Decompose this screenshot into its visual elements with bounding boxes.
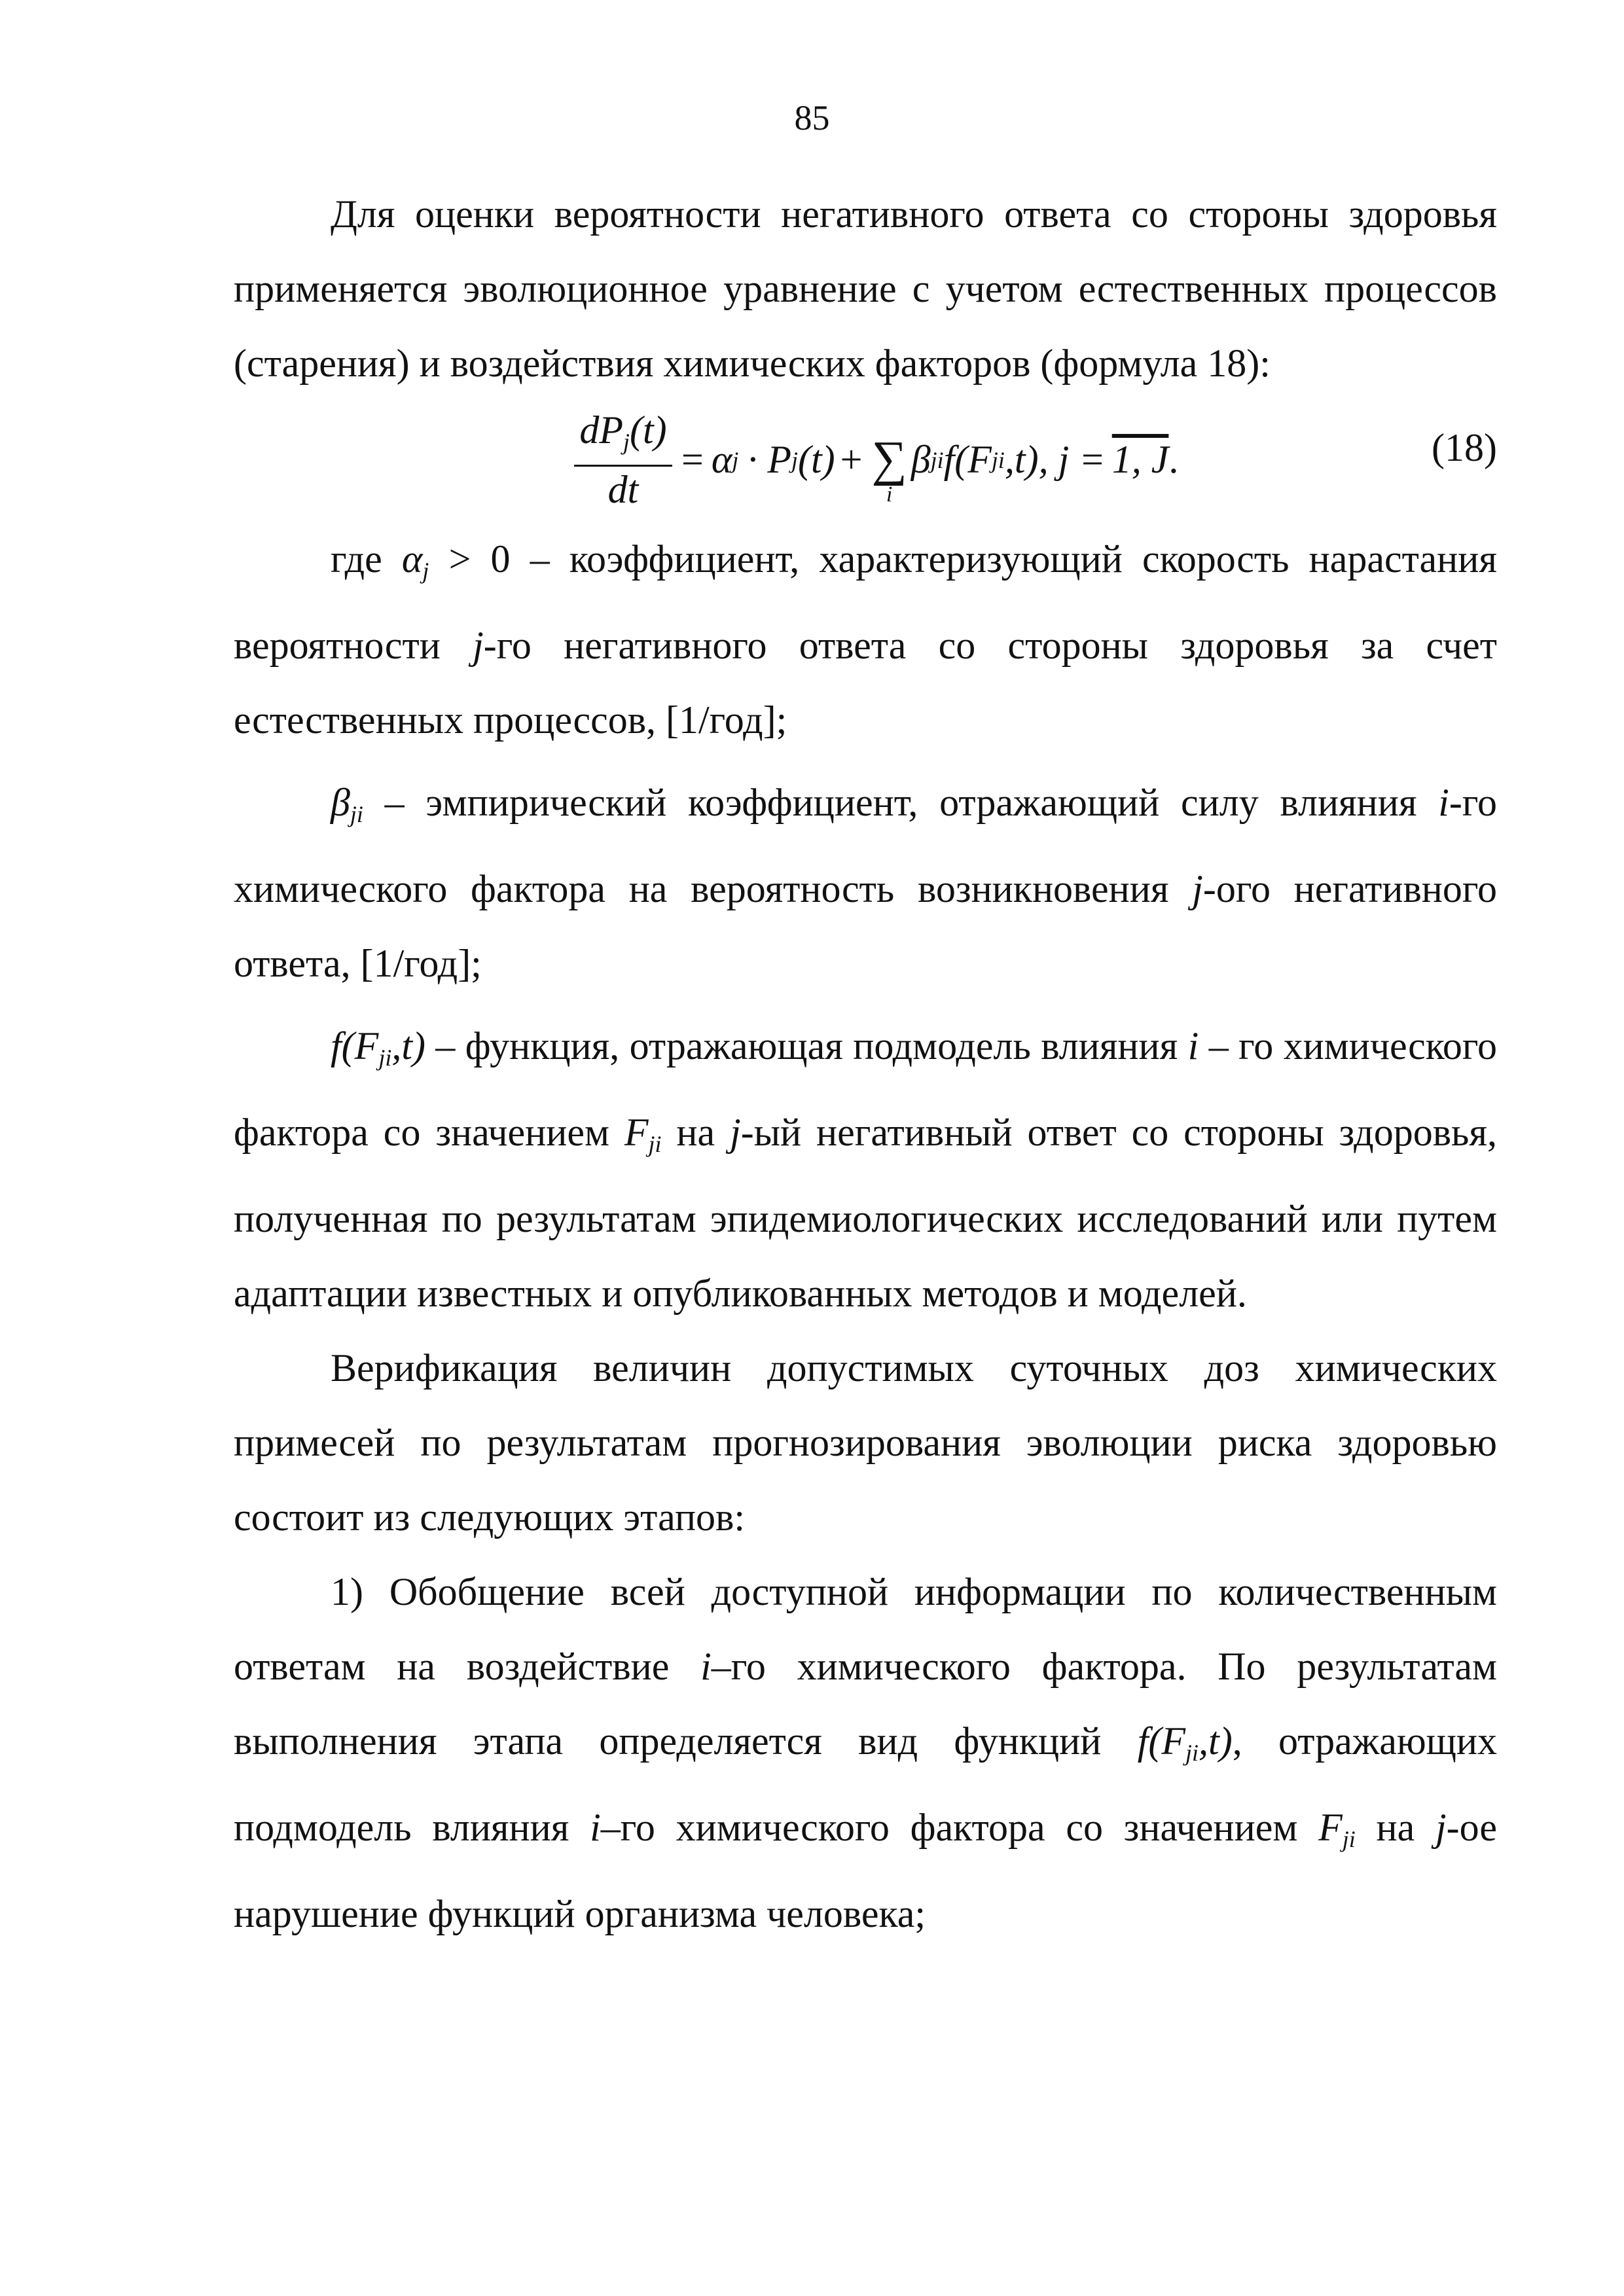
formula-18 — [234, 401, 1497, 522]
intro-paragraph — [234, 177, 1497, 401]
equation-number: (18) — [1432, 426, 1497, 469]
probability-symbol: P — [767, 438, 791, 482]
beta-symbol-def: β — [331, 781, 350, 825]
fraction-denominator: dt — [607, 468, 639, 512]
verification-paragraph: Верификация величин допустимых суточных доз химических примесей по результатам прогнозирования эволюции риска здоровью состоит из следующих этапов: — [234, 1346, 1497, 1539]
alpha-symbol: α — [711, 438, 732, 482]
beta-definition: $\beta_{ji}$ – эмпирический коэффициент, отражающий силу влияния i-го химического фактора на вероятность возникновения j-ого негативного ответа, [1/год]; — [234, 781, 1497, 986]
step-1-paragraph: 1) Обобщение всей доступной информации по количественным ответам на воздействие i–го химического фактора. По результатам выполнения этапа определяется вид функций $f(F_{ji},t)$, отражающих подмодель влияния i–го химического фактора со значением $F_{ji}$ на j-ое нарушение функций организма человека; — [234, 1570, 1498, 1936]
function-symbol-def: f(F — [331, 1024, 379, 1068]
factor-symbol-step: F — [1318, 1806, 1343, 1850]
page-number: 85 — [794, 98, 830, 137]
alpha-definition: где $\alpha_j > 0$ – коэффициент, характеризующий скорость нарастания вероятности j-го негативного ответа со стороны здоровья за счет естественных процессов, [1/год]; — [234, 537, 1497, 742]
fraction-numerator: $dP_j(t)$ — [579, 408, 667, 456]
alpha-symbol-def: α — [401, 537, 423, 581]
index-range: 1, J — [1111, 438, 1169, 482]
sigma-icon: ∑ — [871, 431, 907, 486]
dot-operator: · — [746, 438, 760, 482]
formula-expression: $\frac{dP_j(t)}{dt}$ = α j · P j (t) + ∑ i β ji f(F ji ,t), j = 1, J . — [574, 407, 1178, 512]
beta-symbol: β — [911, 438, 931, 482]
function-symbol-step: f(F — [1137, 1719, 1186, 1763]
factor-symbol-def: F — [624, 1111, 649, 1155]
sum-index: i — [886, 482, 893, 507]
equals-sign: = — [681, 438, 704, 482]
document-body — [234, 177, 1497, 1951]
function-definition: $f(F_{ji},t)$ – функция, отражающая подмодель влияния i – го химического фактора со значением $F_{ji}$ на j-ый негативный ответ со стороны здоровья, полученная по результатам эпидемиологических исследований или путем адаптации известных и опубликованных методов и моделей. — [234, 1024, 1497, 1316]
plus-sign: + — [840, 438, 863, 482]
sum-operator — [871, 431, 907, 508]
intro-text: Для оценки вероятности негативного ответа со стороны здоровья применяется эволюционное уравнение с учетом естественных процессов (старения) и воздействия химических факторов (формула 18): — [234, 192, 1497, 385]
function-f: f(F — [943, 438, 992, 482]
derivative-fraction — [574, 407, 672, 512]
